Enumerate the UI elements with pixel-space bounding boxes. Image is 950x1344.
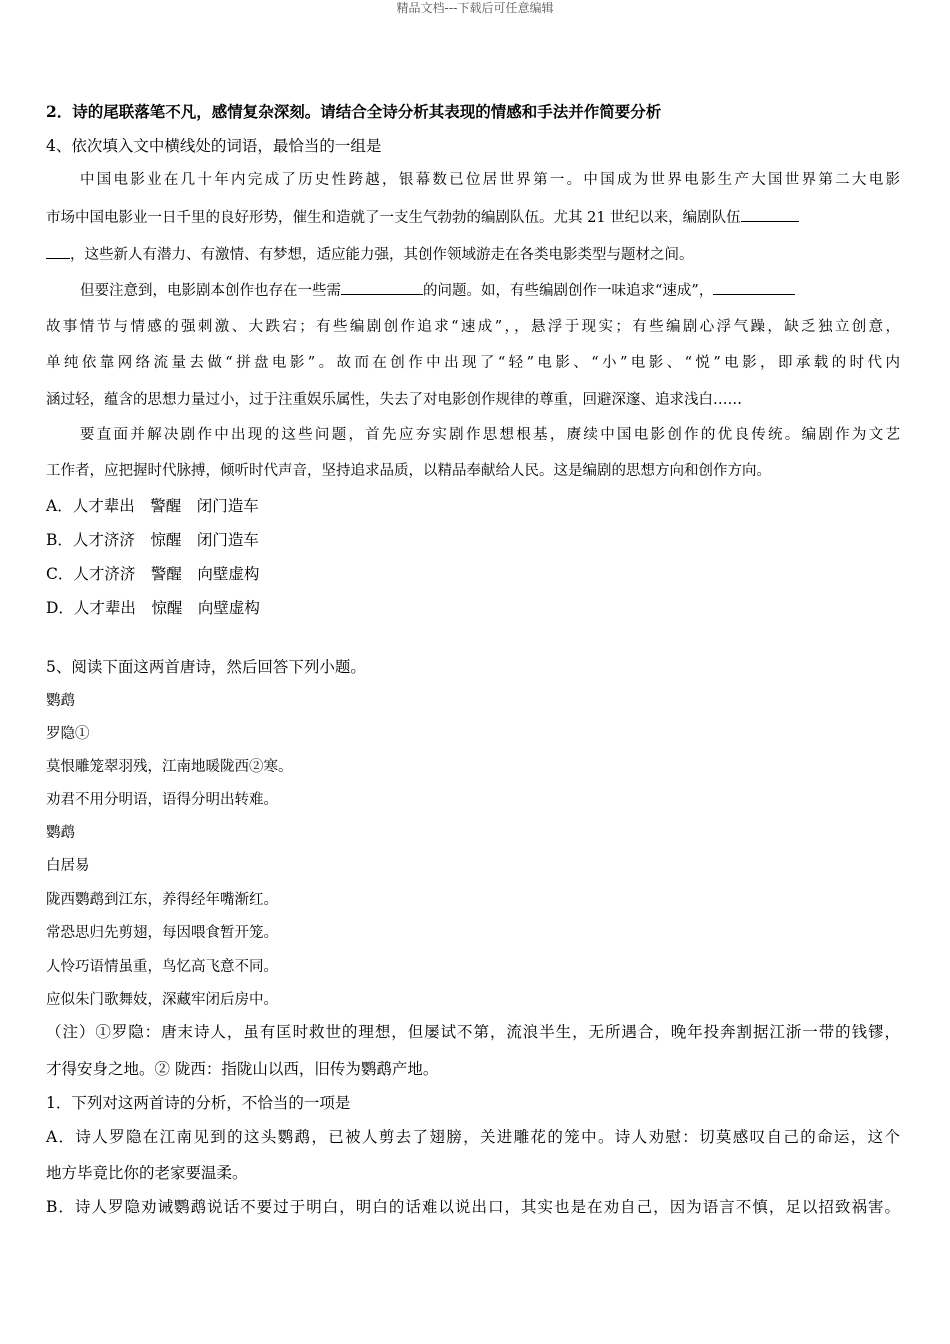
question-5-stem: 5、阅读下面这两首唐诗，然后回答下列小题。 [46,658,366,676]
question-4-stem: 4、依次填入文中横线处的词语，最恰当的一组是 [46,137,382,155]
poem1-line2: 劝君不用分明语，语得分明出转难。 [46,792,278,808]
poem2-line1: 陇西鹦鹉到江东，养得经年嘴渐红。 [46,892,278,908]
fill-blank-1a [741,207,799,222]
poem2-author: 白居易 [46,858,90,874]
poem2-title: 鹦鹉 [46,825,75,841]
note-line1: （注）①罗隐：唐末诗人，虽有匡时救世的理想，但屡试不第，流浪半生，无所遇合，晚年投奔割据江浙一带的钱镠， [46,1023,900,1041]
q4-para1-line1: 中国电影业在几十年内完成了历史性跨越，银幕数已位居世界第一。中国成为世界电影生产大国世界第二大电影 [80,172,900,188]
question-2: 2．诗的尾联落笔不凡，感情复杂深刻。请结合全诗分析其表现的情感和手法并作简要分析 [46,102,662,121]
q5-option-a-line1: A．诗人罗隐在江南见到的这头鹦鹉，已被人剪去了翅膀，关进雕花的笼中。诗人劝慰：切莫感叹自己的命运，这个 [46,1128,900,1146]
poem2-line4: 应似朱门歌舞妓，深藏牢闭后房中。 [46,992,278,1008]
q4-option-a: A．人才辈出 警醒 闭门造车 [46,497,259,515]
q4-para3-line1: 要直面并解决剧作中出现的这些问题，首先应夯实剧作思想根基，赓续中国电影创作的优良传统。编剧作为文艺 [80,427,900,443]
q4-option-b: B．人才济济 惊醒 闭门造车 [46,531,259,549]
poem1-author: 罗隐① [46,726,90,742]
q5-sub1-stem: 1．下列对这两首诗的分析，不恰当的一项是 [46,1094,351,1112]
q4-para1-line2 [46,207,799,228]
poem2-line2: 常恐思归先剪翅，每因喂食暂开笼。 [46,925,278,941]
q4-para3-line2: 工作者，应把握时代脉搏，倾听时代声音，坚持追求品质，以精品奉献给人民。这是编剧的思想方向和创作方向。 [46,463,771,479]
q4-para2-line1-text-b: 的问题。如，有些编剧创作一味追求“速成”， [423,283,714,299]
fill-blank-1b [46,244,70,259]
q4-para1-line2-text: 市场中国电影业一日千里的良好形势，催生和造就了一支生气勃勃的编剧队伍。尤其 21 世纪以来，编剧队伍 [46,210,741,226]
poem1-line1: 莫恨雕笼翠羽残，江南地暖陇西②寒。 [46,759,293,775]
poem2-line3: 人怜巧语情虽重，鸟忆高飞意不同。 [46,959,278,975]
page-header: 精品文档---下载后可任意编辑 [396,1,554,15]
q5-option-b: B．诗人罗隐劝诫鹦鹉说话不要过于明白，明白的话难以说出口，其实也是在劝自己，因为语言不慎，足以招致祸害。 [46,1198,900,1216]
poem1-title: 鹦鹉 [46,693,75,709]
q4-para1-line3-text: ，这些新人有潜力、有激情、有梦想，适应能力强，其创作领域游走在各类电影类型与题材之间。 [70,247,694,263]
q4-option-c: C．人才济济 警醒 向壁虚构 [46,565,260,583]
note-line2: 才得安身之地。② 陇西：指陇山以西，旧传为鹦鹉产地。 [46,1060,439,1078]
q4-para2-line4: 涵过轻，蕴含的思想力量过小，过于注重娱乐属性，失去了对电影创作规律的尊重，回避深邃、追求浅白…… [46,392,742,408]
q4-para2-line1-text-a: 但要注意到，电影剧本创作也存在一些需 [80,283,341,299]
q4-para2-line3: 单纯依靠网络流量去做“拼盘电影”。故而在创作中出现了“轻”电影、“小”电影、“悦”电影，即承载的时代内 [46,355,900,371]
fill-blank-2 [341,280,423,295]
q4-option-d: D．人才辈出 惊醒 向壁虚构 [46,599,260,617]
q4-para2-line1 [80,280,795,301]
q4-para1-line3 [46,244,694,265]
q4-para2-line2: 故事情节与情感的强刺激、大跌宕；有些编剧创作追求“速成”，，悬浮于现实；有些编剧心浮气躁，缺乏独立创意， [46,319,900,335]
fill-blank-3 [713,280,795,295]
q5-option-a-line2: 地方毕竟比你的老家要温柔。 [46,1164,248,1182]
